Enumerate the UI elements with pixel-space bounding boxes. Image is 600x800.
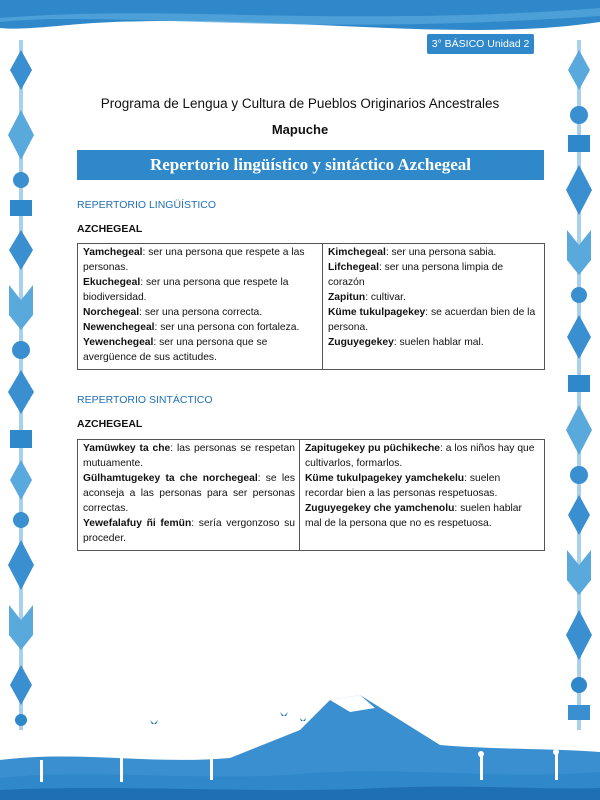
linguistic-right-cell [323,244,545,370]
definition: : ser una persona que respete a las personas. [83,247,305,273]
term: Zapitugekey pu püchikeche [305,443,441,454]
term: Lifchegeal [328,262,379,273]
term: Küme tukulpagekey [328,307,426,318]
term: Yewenchegeal [83,337,154,348]
term: Newenchegeal [83,322,155,333]
definition: : suelen hablar mal. [393,337,484,348]
definition: : suelen recordar bien a las personas respetuosas. [305,473,501,499]
definition: : cultivar. [365,292,406,303]
list-item [83,441,295,471]
list-item [328,290,540,305]
term: Yamüwkey ta che [83,443,171,454]
grade-unit-badge: 3° BÁSICO Unidad 2 [427,34,534,54]
list-item [328,335,540,350]
list-item [305,471,540,501]
term: Zuguyegekey [328,337,394,348]
title-banner [77,150,544,180]
term: Küme tukulpagekey yamchekelu [305,473,465,484]
list-item [328,260,540,290]
linguistic-heading: REPERTORIO LINGÜÍSTICO [77,199,217,211]
term: Gülhamtugekey ta che norchegeal [83,473,258,484]
term: Ekuchegeal [83,277,141,288]
syntactic-heading: REPERTORIO SINTÁCTICO [77,394,213,406]
linguistic-subheading: AZCHEGEAL [77,223,143,235]
definition: : a los niños hay que cultivarlos, formarlos. [305,443,535,469]
definition: : ser una persona sabia. [385,247,497,258]
definition: : ser una persona que se avergüence de sus actitudes. [83,337,268,363]
list-item [83,305,318,320]
definition: : ser una persona correcta. [139,307,263,318]
top-wave-band [0,0,600,36]
definition: : ser una persona que respete la biodiversidad. [83,277,289,303]
syntactic-subheading: AZCHEGEAL [77,418,143,430]
banner-title: Repertorio lingüístico y sintáctico Azchegeal [149,155,472,174]
linguistic-table [77,243,545,370]
list-item [83,245,318,275]
list-item [328,305,540,335]
definition: : ser una persona con fortaleza. [154,322,300,333]
definition: : se les aconseja a las personas para ser personas correctas. [83,473,295,514]
list-item [83,471,295,516]
list-item [328,245,540,260]
definition: : ser una persona limpia de corazón [328,262,504,288]
table-row [78,244,545,370]
term: Zapitun [328,292,366,303]
list-item [83,320,318,335]
list-item [305,441,540,471]
list-item [83,275,318,305]
definition: : se acuerdan bien de la persona. [328,307,536,333]
syntactic-left-cell [78,440,300,551]
term: Norchegeal [83,307,140,318]
term: Kimchegeal [328,247,386,258]
list-item [83,516,295,546]
right-decorative-border [562,40,596,730]
definition: : las personas se respetan mutuamente. [83,443,295,469]
left-decorative-border [4,40,38,730]
program-title: Programa de Lengua y Cultura de Pueblos Originarios Ancestrales [100,96,500,111]
term: Zuguyegekey che yamchenolu [305,503,455,514]
people-title: Mapuche [271,122,329,137]
bottom-landscape-illustration [0,690,600,800]
linguistic-left-cell [78,244,323,370]
term: Yewefalafuy ñi femün [83,518,192,529]
table-row [78,440,545,551]
definition: : sería vergonzoso su proceder. [83,518,295,544]
term: Yamchegeal [83,247,143,258]
syntactic-right-cell [300,440,545,551]
definition: : suelen hablar mal de la persona que no es respetuosa. [305,503,522,529]
syntactic-table [77,439,545,551]
list-item [305,501,540,531]
list-item [83,335,318,365]
